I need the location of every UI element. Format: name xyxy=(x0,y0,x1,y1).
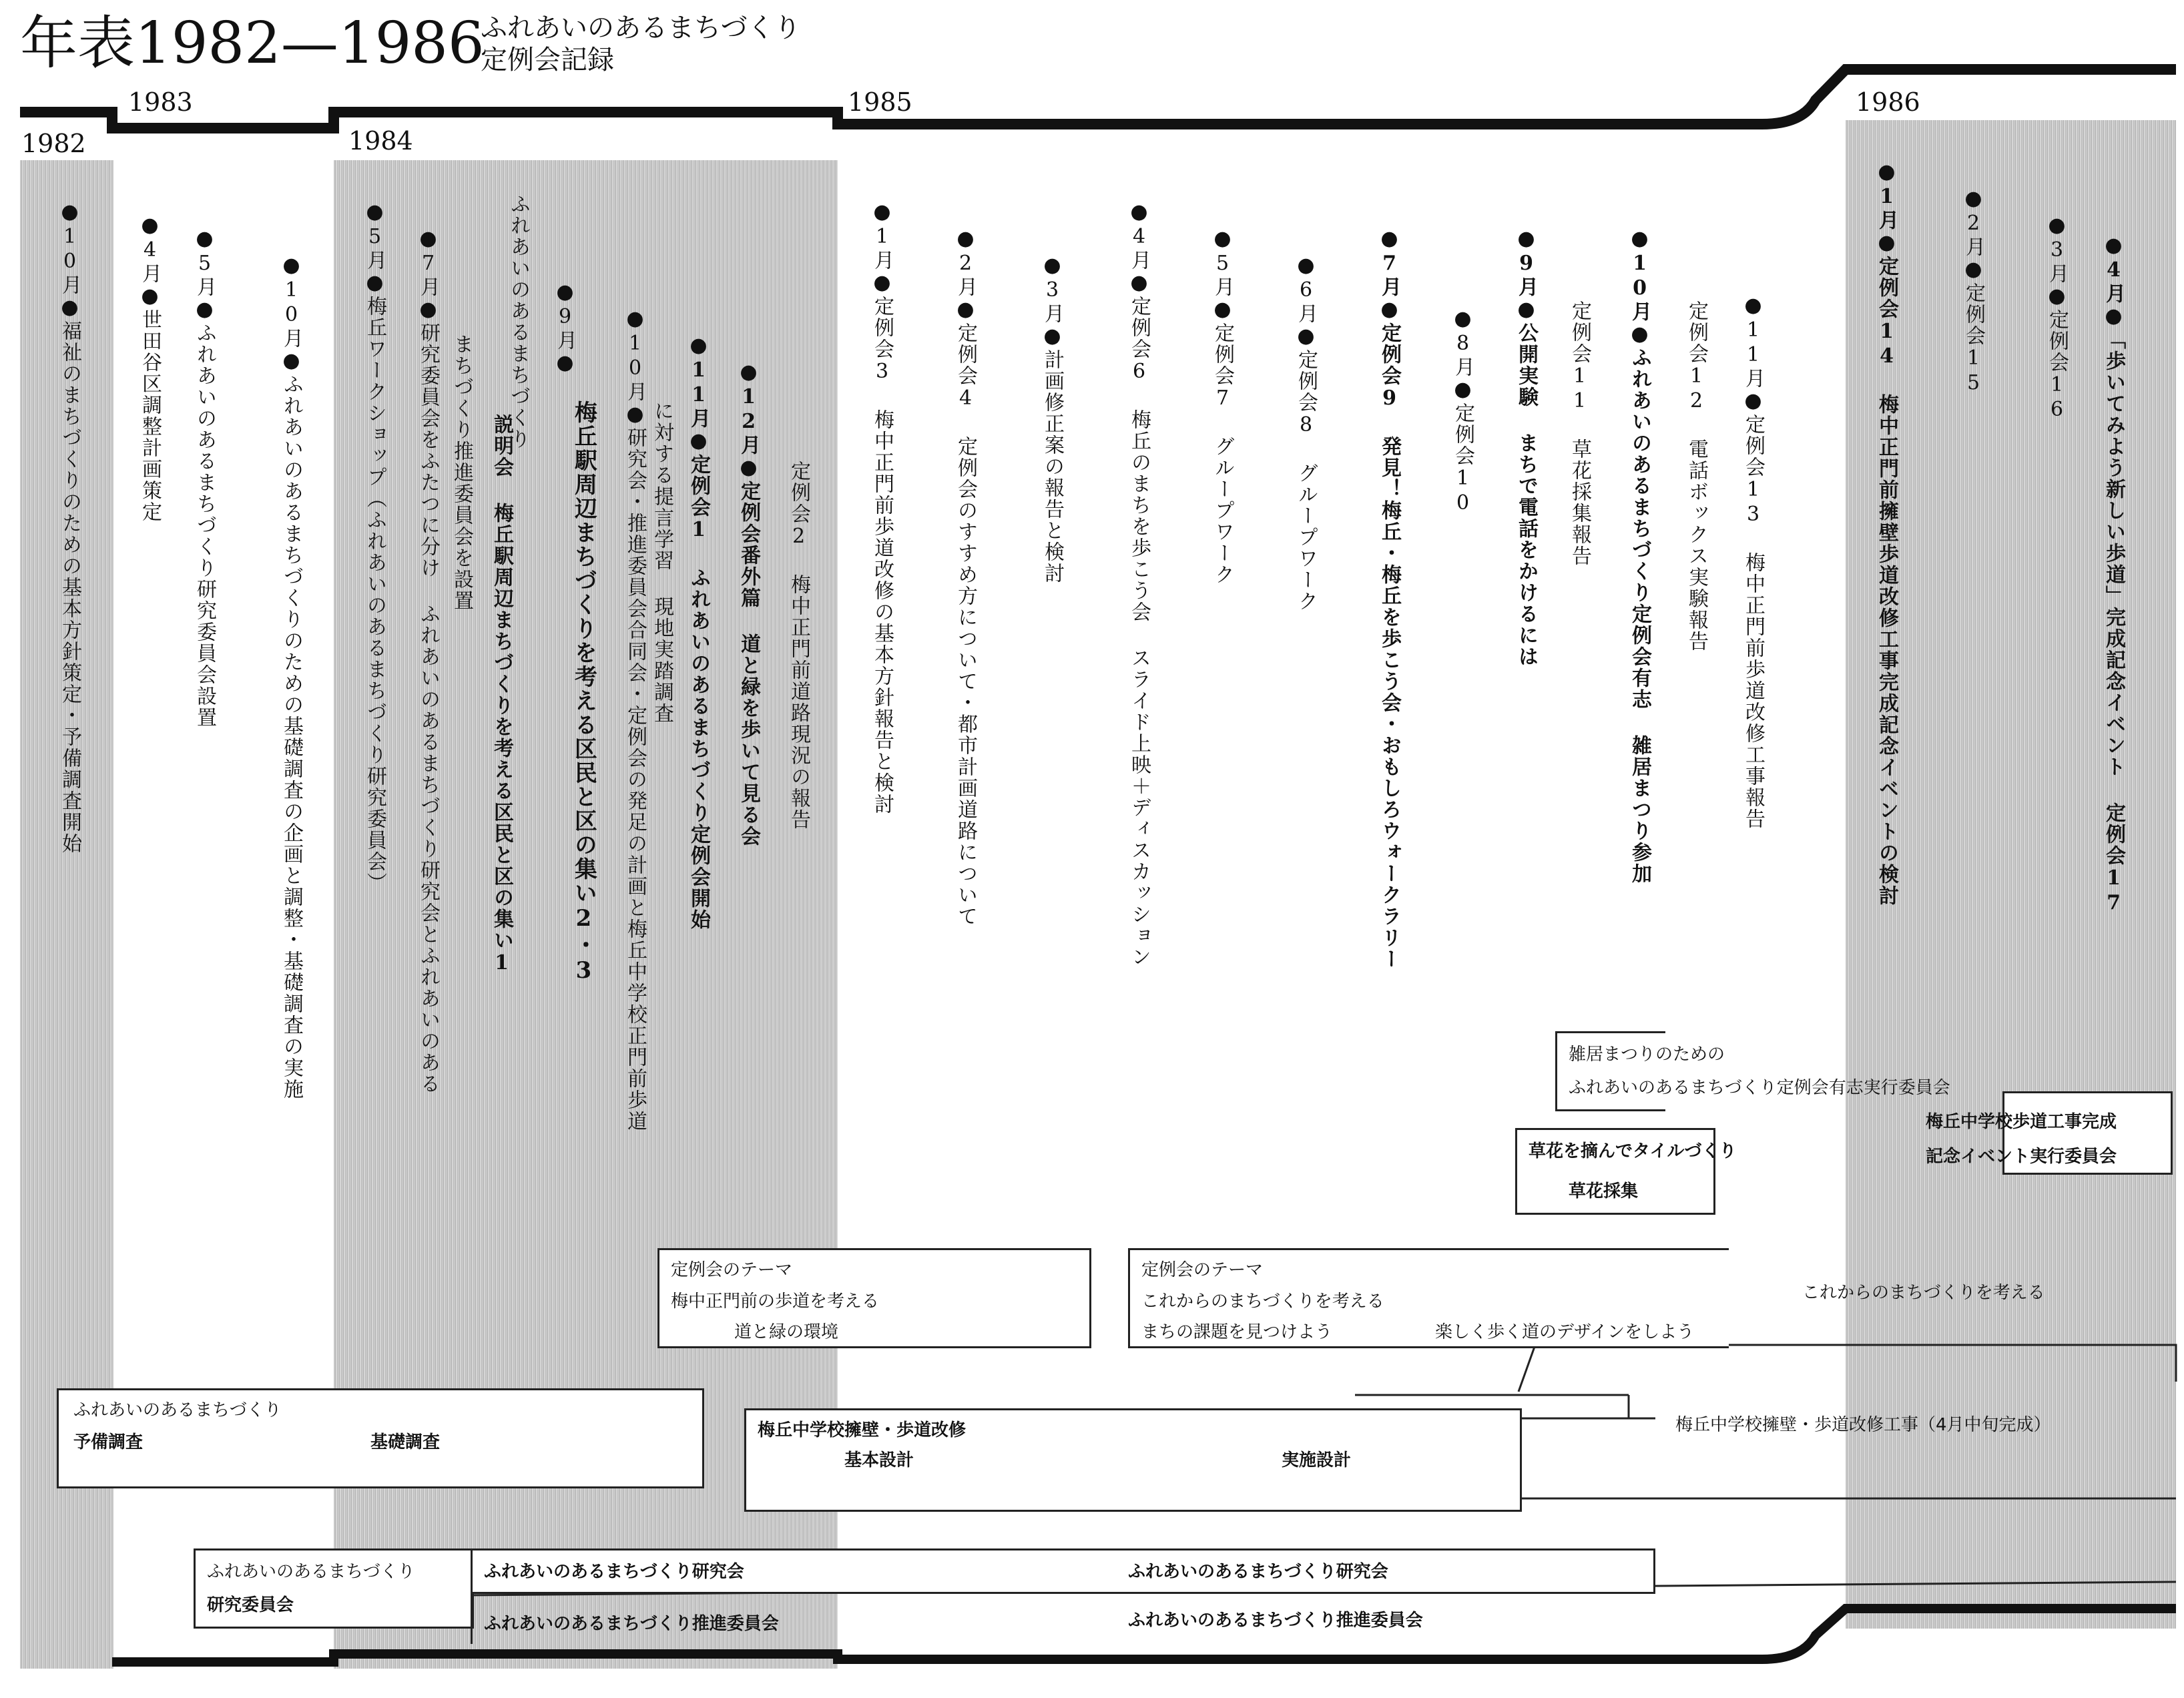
year-1983: 1983 xyxy=(128,87,193,117)
event-1985-07: ●7月●定例会9 発見！梅丘・梅丘を歩こう会・おもしろウォークラリー xyxy=(1378,227,1401,970)
event-1986-01: ●1月●定例会14 梅中正門前擁壁歩道改修工事完成記念イベントの検討 xyxy=(1875,160,1898,906)
event-1985-08: ●8月●定例会10 xyxy=(1451,307,1474,516)
fureai-survey-preliminary: 予備調査 xyxy=(73,1432,144,1452)
zakkyo-committee-box xyxy=(1555,1031,1665,1111)
kusabana-line2: 草花採集 xyxy=(1569,1181,1639,1201)
research-group-label-a: ふれあいのあるまちづくり研究会 xyxy=(484,1562,744,1582)
event-1985-10: ●10月●ふれあいのあるまちづくり定例会有志 雑居まつり参加 xyxy=(1628,227,1651,884)
event-1984-12-b: 定例会2 梅中正門前道路現況の報告 xyxy=(787,461,810,830)
event-1984-setsumeikai-label: ふれあいのあるまちづくり xyxy=(507,194,530,450)
promotion-committee-left-edge xyxy=(471,1594,473,1644)
research-committee-box xyxy=(194,1548,474,1629)
event-1982-10: ●10月●福祉のまちづくりのための基本方針策定・予備調査開始 xyxy=(58,200,81,854)
theme-box-2-line3b: 楽しく歩く道のデザインをしよう xyxy=(1435,1322,1695,1342)
event-1984-11: ●11月●定例会1 ふれあいのあるまちづくり定例会開始 xyxy=(687,334,710,930)
koji-construction: 梅丘中学校擁壁・歩道改修工事（4月中旬完成） xyxy=(1675,1415,2051,1435)
event-1986-04: ●4月●「歩いてみよう新しい歩道」完成記念イベント 定例会17 xyxy=(2102,234,2125,916)
page-title: 年表1982—1986 xyxy=(20,10,485,77)
koji-detail-design: 実施設計 xyxy=(1282,1450,1352,1470)
theme-box-1-line2: 梅中正門前の歩道を考える xyxy=(671,1292,880,1312)
event-1984-12: ●12月●定例会番外篇 道と緑を歩いて見る会 xyxy=(737,360,760,847)
umegaoka-event-committee-line1: 梅丘中学校歩道工事完成 xyxy=(1926,1112,2117,1132)
year-1985: 1985 xyxy=(848,87,912,117)
event-1984-09: 梅丘駅周辺まちづくりを考える区民と区の集い2・3 xyxy=(570,400,597,985)
event-1985-09: ●9月●公開実験 まちで電話をかけるには xyxy=(1515,227,1538,667)
theme-3-text: これからのまちづくりを考える xyxy=(1802,1283,2045,1303)
koji-basic-design: 基本設計 xyxy=(844,1450,914,1470)
research-group-label-b: ふれあいのあるまちづくり研究会 xyxy=(1128,1562,1388,1582)
event-1985-11: ●11月●定例会13 梅中正門前歩道改修工事報告 xyxy=(1741,294,1765,830)
event-1985-04: ●4月●定例会6 梅丘のまちを歩こう会 スライド上映＋ディスカッション xyxy=(1127,200,1151,968)
event-1984-09-label: ●9月● xyxy=(553,280,577,376)
zakkyo-committee-line1: 雑居まつりのための xyxy=(1569,1045,1725,1065)
zakkyo-committee-line2: ふれあいのあるまちづくり定例会有志実行委員会 xyxy=(1569,1078,1950,1098)
event-1984-10-b: に対する提言学習 現地実踏調査 xyxy=(650,400,673,724)
event-1985-02: ●2月●定例会4 定例会のすすめ方について・都市計画道路について xyxy=(954,227,977,927)
promotion-committee-label-b: ふれあいのあるまちづくり推進委員会 xyxy=(1128,1611,1423,1631)
fureai-survey-basic: 基礎調査 xyxy=(370,1432,441,1452)
year-1984: 1984 xyxy=(348,126,413,156)
event-1985-01: ●1月●定例会3 梅中正門前歩道改修の基本方針報告と検討 xyxy=(870,200,894,815)
event-1983-05: ●5月●ふれあいのあるまちづくり研究委員会設置 xyxy=(193,227,216,728)
page-subtitle: ふれあいのあるまちづくり xyxy=(481,13,801,43)
event-1985-teireikai12: 定例会12 電話ボックス実験報告 xyxy=(1685,300,1708,652)
event-1985-06: ●6月●定例会8 グループワーク xyxy=(1294,254,1318,612)
event-1985-03: ●3月●計画修正案の報告と検討 xyxy=(1041,254,1064,584)
fureai-survey-title: ふれあいのあるまちづくり xyxy=(73,1400,282,1420)
theme-box-2-title: 定例会のテーマ xyxy=(1141,1260,1264,1280)
event-1986-02: ●2月●定例会15 xyxy=(1962,187,1985,396)
research-committee-line1: ふれあいのあるまちづくり xyxy=(207,1562,415,1582)
event-1986-03: ●3月●定例会16 xyxy=(2045,214,2069,422)
page-subtitle-2: 定例会記録 xyxy=(481,45,614,75)
year-1982: 1982 xyxy=(21,129,86,158)
year-1986: 1986 xyxy=(1856,87,1920,117)
event-1984-07: ●7月●研究委員会をふたつに分け ふれあいのあるまちづくり研究会とふれあいのある xyxy=(417,227,440,1095)
event-1984-setsumeikai: 説明会 梅丘駅周辺まちづくりを考える区民と区の集い1 xyxy=(490,414,513,976)
event-1984-07-b: まちづくり推進委員会を設置 xyxy=(450,334,473,611)
kusabana-line1: 草花を摘んでタイルづくり xyxy=(1529,1141,1737,1161)
theme-box-1-line3: 道と緑の環境 xyxy=(734,1322,839,1342)
theme-box-1-title: 定例会のテーマ xyxy=(671,1260,793,1280)
event-1985-teireikai11: 定例会11 草花採集報告 xyxy=(1568,300,1591,567)
koji-title: 梅丘中学校擁壁・歩道改修 xyxy=(758,1420,967,1440)
event-1983-04: ●4月●世田谷区調整計画策定 xyxy=(138,214,162,523)
promotion-committee-label-a: ふれあいのあるまちづくり推進委員会 xyxy=(484,1614,779,1634)
event-1984-10: ●10月●研究会・推進委員会合同会・定例会の発足の計画と梅丘中学校正門前歩道 xyxy=(623,307,647,1132)
event-1985-05: ●5月●定例会7 グループワーク xyxy=(1211,227,1234,585)
event-1983-10: ●10月●ふれあいのあるまちづくりのための基礎調査の企画と調整・基礎調査の実施 xyxy=(280,254,303,1100)
theme-box-2-line3a: まちの課題を見つけよう xyxy=(1141,1322,1333,1342)
umegaoka-event-committee-line2: 記念イベント実行委員会 xyxy=(1926,1147,2117,1167)
event-1984-05: ●5月●梅丘ワークショップ（ふれあいのあるまちづくり研究委員会） xyxy=(363,200,386,894)
research-committee-line2: 研究委員会 xyxy=(207,1595,294,1615)
theme-box-2-line2: これからのまちづくりを考える xyxy=(1141,1292,1384,1312)
